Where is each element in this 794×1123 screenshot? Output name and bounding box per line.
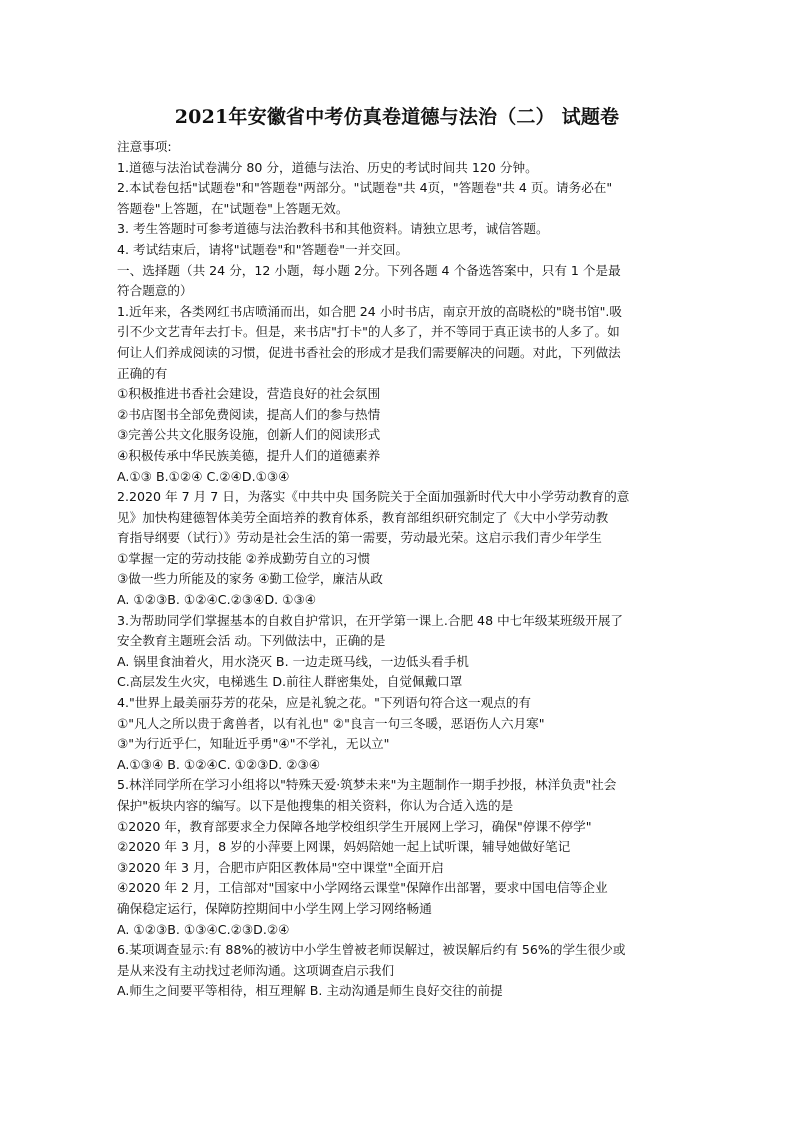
document-title: 2021年安徽省中考仿真卷道德与法治（二） 试题卷 <box>174 106 620 128</box>
text-line: 3.为帮助同学们掌握基本的自救自护常识，在开学第一课上.合肥 48 中七年级某班级开展了 <box>117 612 624 628</box>
text-line: ③做一些力所能及的家务 ④勤工俭学，廉洁从政 <box>117 571 383 587</box>
text-line: 5.林洋同学所在学习小组将以"特殊天爱·筑梦未来"为主题制作一期手抄报，林洋负责"社会 <box>117 777 617 793</box>
text-line: A.①③④ B. ①②④C. ①②③D. ②③④ <box>117 756 321 772</box>
text-line: ④2020 年 2 月，工信部对"国家中小学网络云课堂"保障作出部署，要求中国电信等企业 <box>117 880 608 896</box>
text-line: 符合题意的） <box>117 283 193 299</box>
text-line: 见》加快构建德智体美劳全面培养的教育体系，教育部组织研究制定了《大中小学劳动教 <box>117 509 609 525</box>
text-line: 育指导纲要（试行）》劳动是社会生活的第一需要，劳动最光荣。这启示我们青少年学生 <box>117 530 602 546</box>
text-line: 是从来没有主动找过老师沟通。这项调查启示我们 <box>117 962 395 978</box>
text-line: 何让人们养成阅读的习惯，促进书香社会的形成才是我们需要解决的问题。对此，下列做法 <box>117 344 621 360</box>
text-line: ②书店图书全部免费阅读，提高人们的参与热情 <box>117 406 381 422</box>
text-line: A.师生之间要平等相待，相互理解 B. 主动沟通是师生良好交往的前提 <box>117 983 503 999</box>
text-line: ①"凡人之所以贵于禽兽者，以有礼也" ②"良言一句三冬暖，恶语伤人六月寒" <box>117 715 545 731</box>
text-line: ①积极推进书香社会建设，营造良好的社会氛围 <box>117 386 381 402</box>
text-line: 2.2020 年 7 月 7 日，为落实《中共中央 国务院关于全面加强新时代大中小学劳动教育的意 <box>117 489 630 505</box>
text-line: 6.某项调查显示:有 88%的被访中小学生曾被老师误解过，被误解后约有 56%的学生很少或 <box>117 942 626 958</box>
text-line: C.高层发生火灾，电梯逃生 D.前往人群密集处，自觉佩戴口罩 <box>117 674 463 690</box>
text-line: 安全教育主题班会活 动。下列做法中，正确的是 <box>117 633 386 649</box>
text-line: 答题卷"上答题，在"试题卷"上答题无效。 <box>117 200 349 216</box>
text-line: A. 锅里食油着火，用水浇灭 B. 一边走斑马线，一边低头看手机 <box>117 653 469 669</box>
text-line: 一、选择题（共 24 分，12 小题，每小题 2分。下列各题 4 个备选答案中，只有 1 个是最 <box>117 262 621 278</box>
text-line: A.①③ B.①②④ C.②④D.①③④ <box>117 468 290 484</box>
text-line: 3. 考生答题时可参考道德与法治教科书和其他资料。请独立思考，诚信答题。 <box>117 221 549 237</box>
text-line: 确保稳定运行，保障防控期间中小学生网上学习网络畅通 <box>117 900 432 916</box>
text-line: A. ①②③B. ①③④C.②③D.②④ <box>117 921 290 937</box>
text-line: ③完善公共文化服务设施，创新人们的阅读形式 <box>117 427 381 443</box>
text-line: ②2020 年 3 月，8 岁的小萍要上网课，妈妈陪她一起上试听课，辅导她做好笔记 <box>117 839 571 855</box>
text-line: 2.本试卷包括"试题卷"和"答题卷"两部分。"试题卷"共 4页，"答题卷"共 4 页。请务必在" <box>117 180 613 196</box>
text-line: 4."世界上最美丽芬芳的花朵，应是礼貌之花。"下列语句符合这一观点的有 <box>117 695 532 711</box>
text-line: 4. 考试结束后，请将"试题卷"和"答题卷"一并交回。 <box>117 241 409 257</box>
text-line: ①2020 年，教育部要求全力保障各地学校组织学生开展网上学习，确保"停课不停学" <box>117 818 592 834</box>
text-line: 1.道德与法治试卷满分 80 分，道德与法治、历史的考试时间共 120 分钟。 <box>117 159 538 175</box>
text-line: 引不少文艺青年去打卡。但是，来书店"打卡"的人多了，并不等同于真正读书的人多了。如 <box>117 324 620 340</box>
text-line: ③"为行近乎仁，知耻近乎勇"④"不学礼，无以立" <box>117 736 390 752</box>
text-line: A. ①②③B. ①②④C.②③④D. ①③④ <box>117 592 317 608</box>
text-line: ①掌握一定的劳动技能 ②养成勤劳自立的习惯 <box>117 550 371 566</box>
document-body <box>117 137 677 1002</box>
text-line: 注意事项: <box>117 139 172 154</box>
text-line: 保护"板块内容的编写。以下是他搜集的相关资料，你认为合适入选的是 <box>117 798 514 813</box>
text-line: 正确的有 <box>117 365 168 381</box>
text-line: ③2020 年 3 月，合肥市庐阳区教体局"空中课堂"全面开启 <box>117 859 444 875</box>
text-line: 1.近年来，各类网红书店喷涌而出，如合肥 24 小时书店，南京开放的高晓松的"晓书馆".吸 <box>117 303 623 319</box>
text-line: ④积极传承中华民族美德，提升人们的道德素养 <box>117 447 381 463</box>
